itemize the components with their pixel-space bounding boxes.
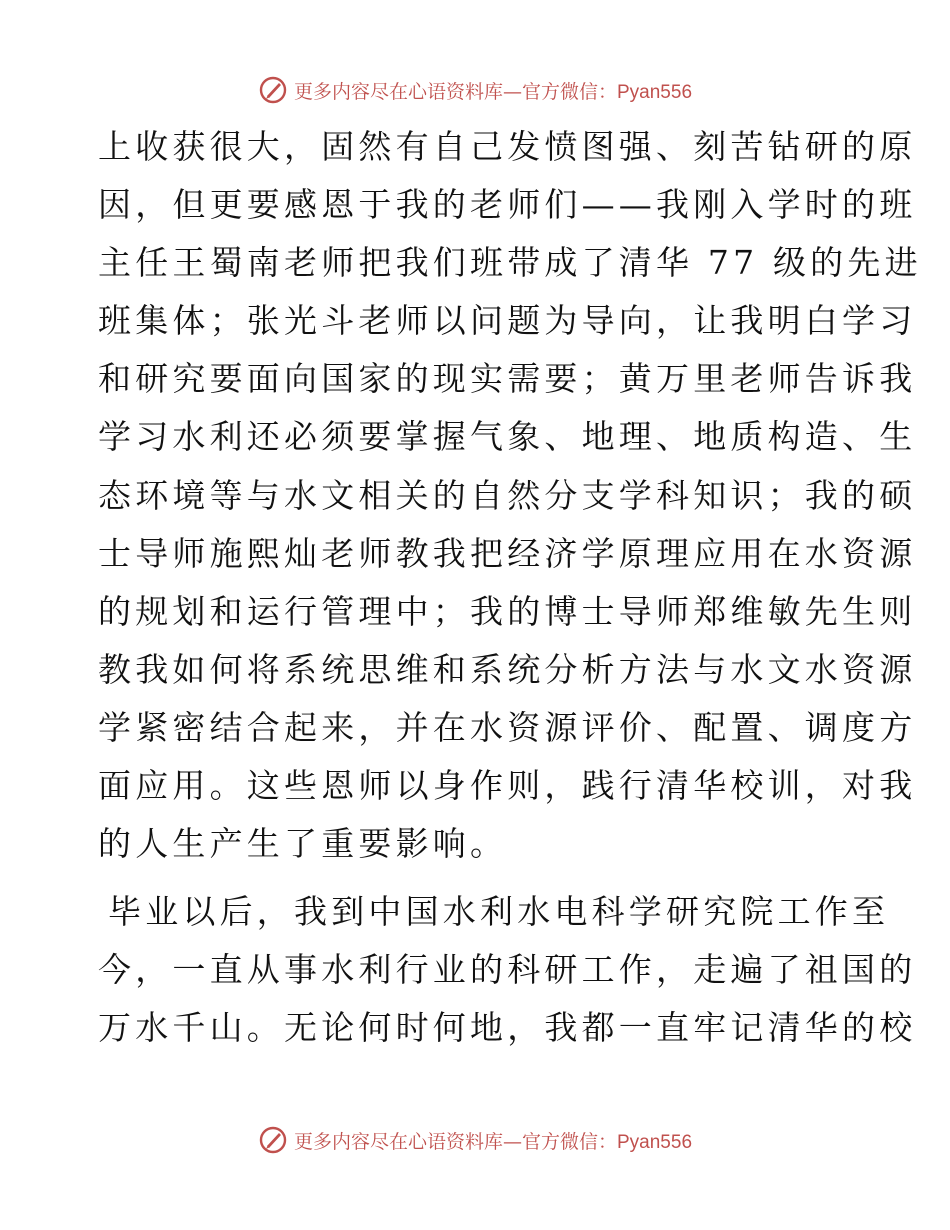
text-line: 因，但更要感恩于我的老师们——我刚入学时的班 <box>98 185 917 225</box>
text-line: 面应用。这些恩师以身作则，践行清华校训，对我 <box>98 766 917 806</box>
text-line: 学习水利还必须要掌握气象、地理、地质构造、生 <box>98 417 917 457</box>
text-line: 态环境等与水文相关的自然分支学科知识；我的硕 <box>98 475 917 515</box>
paragraph-2 <box>98 883 917 1057</box>
footer-banner <box>0 1122 950 1158</box>
text-line: 万水千山。无论何时何地，我都一直牢记清华的校 <box>98 1008 917 1048</box>
text-line: 毕业以后，我到中国水利水电科学研究院工作至 <box>108 892 890 932</box>
text-line: 班集体；张光斗老师以问题为导向，让我明白学习 <box>98 301 917 341</box>
quill-logo-icon <box>258 75 288 105</box>
footer-banner-text: 更多内容尽在心语资料库—官方微信：Pyan556 <box>293 1130 693 1153</box>
header-banner-text: 更多内容尽在心语资料库—官方微信：Pyan556 <box>293 80 693 103</box>
text-line: 士导师施熙灿老师教我把经济学原理应用在水资源 <box>98 533 917 573</box>
footer-wechat-id: Pyan556 <box>617 1131 693 1153</box>
text-line: 的人生产生了重要影响。 <box>98 824 508 864</box>
text-line: 今，一直从事水利行业的科研工作，走遍了祖国的 <box>98 950 917 990</box>
header-banner <box>0 72 950 108</box>
text-line: 上收获很大，固然有自己发愤图强、刻苦钻研的原 <box>98 127 917 166</box>
text-line: 和研究要面向国家的现实需要；黄万里老师告诉我 <box>98 359 917 399</box>
paragraph-spacer <box>98 873 858 883</box>
document-body <box>98 118 922 1058</box>
header-wechat-id: Pyan556 <box>617 81 693 103</box>
text-line: 的规划和运行管理中；我的博士导师郑维敏先生则 <box>98 591 917 631</box>
text-line: 教我如何将系统思维和系统分析方法与水文水资源 <box>98 649 917 689</box>
paragraph-1 <box>98 118 922 873</box>
quill-logo-icon <box>258 1125 288 1155</box>
text-line: 学紧密结合起来，并在水资源评价、配置、调度方 <box>98 707 917 747</box>
text-line: 主任王蜀南老师把我们班带成了清华 77 级的先进 <box>98 243 922 283</box>
